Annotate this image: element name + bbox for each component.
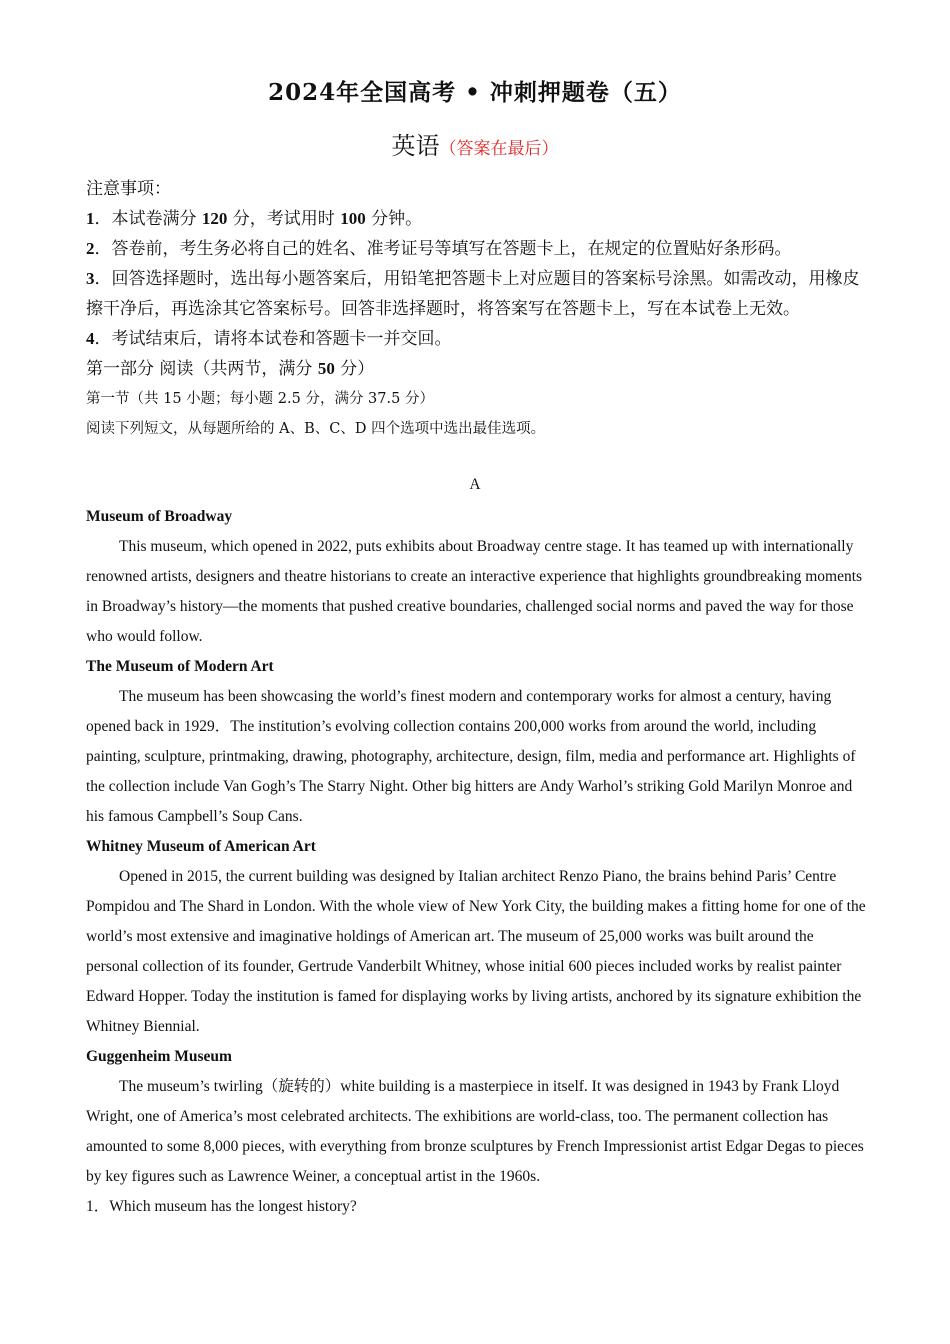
section-text-guggenheim: The museum’s twirling（旋转的）white building is a masterpiece in itself. It was designed in 1943 by Frank Lloyd Wright, one of America’s most celebrated architects. The exhibitions are world-class, too. The permanent collection has amounted to some 8,000 pieces, with everything from bronze sculptures by French Impressionist artist Edgar Degas to pieces by key figures such as Lawrence Weiner, a conceptual artist in the 1960s. [86, 1078, 864, 1185]
section-title-broadway: Museum of Broadway [86, 508, 233, 525]
exam-title: 2024年全国高考 • 冲刺押题卷（五） [268, 79, 682, 106]
answer-note: （答案在最后） [439, 139, 559, 159]
section-one-heading: 第一节（共 15 小题；每小题 2.5 分，满分 37.5 分） [86, 391, 434, 407]
subject-name: 英语 [391, 132, 440, 160]
section-title-moma: The Museum of Modern Art [86, 658, 274, 675]
passage-label: A [469, 476, 481, 493]
item-number: 2 [86, 239, 95, 258]
section-title-guggenheim: Guggenheim Museum [86, 1048, 232, 1065]
section-text-whitney: Opened in 2015, the current building was designed by Italian architect Renzo Piano, the brains behind Paris’ Centre Pompidou and The Shard in London. With the whole view of New York City, the building makes a fitting home for one of the world’s most extensive and imaginative holdings of American art. The museum of 25,000 works was built around the personal collection of its founder, Gertrude Vanderbilt Whitney, whose initial 600 pieces included works by realist painter Edward Hopper. Today the institution is famed for displaying works by living artists, anchored by its signature exhibition the Whitney Biennial. [86, 868, 866, 1035]
item-number: 3 [86, 269, 95, 288]
instructions-heading: 注意事项： [86, 179, 171, 199]
instructions [86, 174, 866, 444]
total-score: 120 [201, 209, 228, 228]
section-text-moma: The museum has been showcasing the world’s finest modern and contemporary works for almost a century, having opened back in 1929．The institution’s evolving collection contains 200,000 works from around the world, including painting, sculpture, printmaking, drawing, photography, architecture, design, film, media and performance art. Highlights of the collection include Van Gogh’s The Starry Night. Other big hitters are Andy Warhol’s striking Gold Marilyn Monroe and his famous Campbell’s Soup Cans. [86, 688, 856, 825]
subject-line [0, 126, 950, 161]
question-1: 1．Which museum has the longest history? [86, 1198, 357, 1215]
section-text-broadway: This museum, which opened in 2022, puts exhibits about Broadway centre stage. It has teamed up with internationally renowned artists, designers and theatre historians to create an interactive experience that highlights groundbreaking moments in Broadway’s history—the moments that pushed creative boundaries, challenged social norms and paved the way for those who would follow. [86, 538, 863, 645]
item-number: 4 [86, 329, 95, 348]
part-one-heading: 第一部分 阅读（共两节，满分 50 分） [86, 359, 375, 379]
instruction-item: 1．本试卷满分 120 分，考试用时 100 分钟。 [86, 209, 423, 229]
exam-duration: 100 [340, 209, 366, 228]
section-title-whitney: Whitney Museum of American Art [86, 838, 316, 855]
instruction-item: 3．回答选择题时，选出每小题答案后，用铅笔把答题卡上对应题目的答案标号涂黑。如需改动，用橡皮擦干净后，再选涂其它答案标号。回答非选择题时，将答案写在答题卡上，写在本试卷上无效。 [86, 269, 860, 319]
part-one-score: 50 [317, 359, 335, 378]
reading-directions: 阅读下列短文，从每题所给的 A、B、C、D 四个选项中选出最佳选项。 [86, 421, 546, 437]
passage-body [86, 502, 866, 1222]
item-number: 1 [86, 209, 95, 228]
instruction-item: 2．答卷前，考生务必将自己的姓名、准考证号等填写在答题卡上，在规定的位置贴好条形码。 [86, 239, 792, 259]
instruction-item: 4．考试结束后，请将本试卷和答题卡一并交回。 [86, 329, 452, 349]
